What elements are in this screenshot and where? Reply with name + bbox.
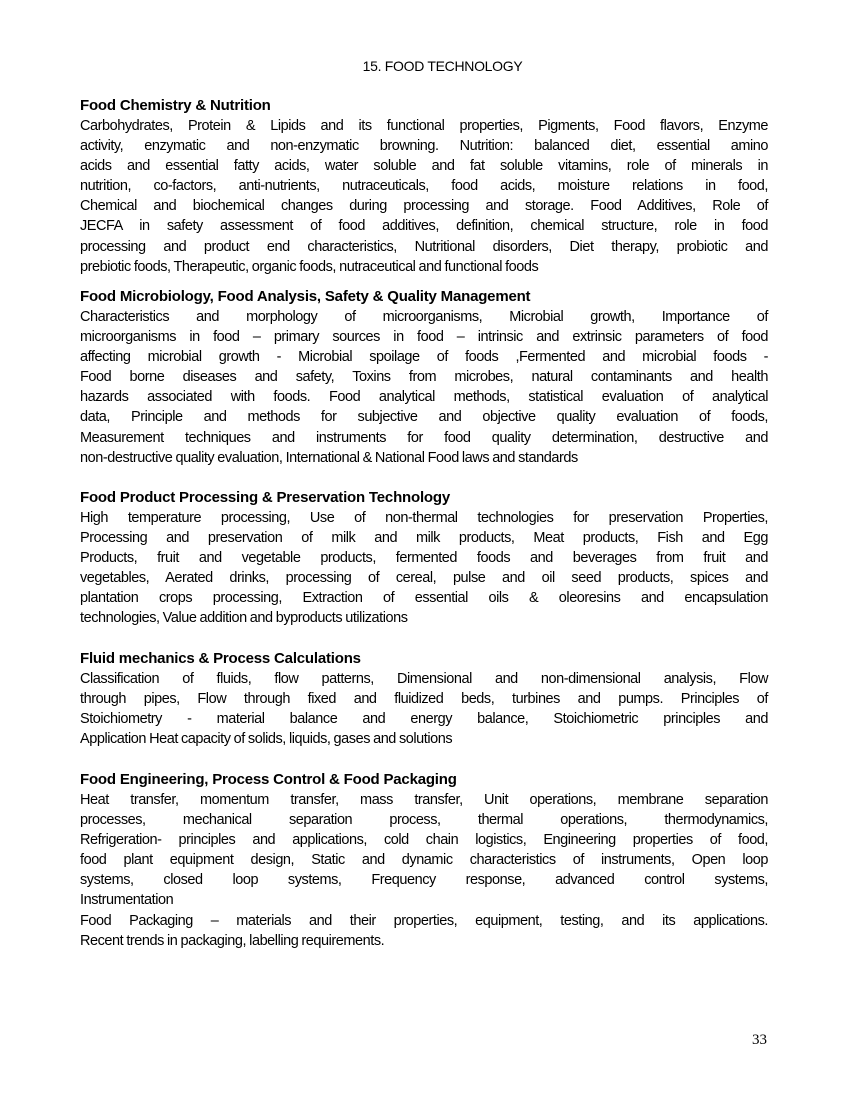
section-text-line: Chemical and biochemical changes during processing and storage. Food Additives, Role of (80, 198, 768, 215)
section-text-line: Food borne diseases and safety, Toxins from microbes, natural contaminants and health (80, 369, 768, 386)
syllabus-section (80, 488, 768, 629)
section-text-line: Recent trends in packaging, labelling requirements. (80, 932, 385, 949)
page-number: 33 (752, 1032, 767, 1048)
section-text-line: processes, mechanical separation process, thermal operations, thermodynamics, (80, 812, 768, 829)
section-text-line: processing and product end characteristics, Nutritional disorders, Diet therapy, probiotic and (80, 238, 768, 255)
section-text-line: Characteristics and morphology of microorganisms, Microbial growth, Importance of (80, 309, 768, 325)
section-text-line: Application Heat capacity of solids, liquids, gases and solutions (80, 731, 453, 748)
syllabus-section (80, 96, 768, 277)
section-heading: Fluid mechanics & Process Calculations (80, 650, 361, 667)
syllabus-section (80, 287, 768, 468)
section-text-line: prebiotic foods, Therapeutic, organic foods, nutraceutical and functional foods (80, 258, 539, 275)
section-text-line: Products, fruit and vegetable products, fermented foods and beverages from fruit and (80, 550, 768, 567)
section-text-line: food plant equipment design, Static and dynamic characteristics of instruments, Open loop (80, 852, 768, 869)
section-heading: Food Microbiology, Food Analysis, Safety & Quality Management (80, 288, 531, 305)
section-text-line: High temperature processing, Use of non-thermal technologies for preservation Properties, (80, 510, 768, 526)
section-text-line: hazards associated with foods. Food analytical methods, statistical evaluation of analytical (80, 389, 768, 406)
section-text-line: non-destructive quality evaluation, International & National Food laws and standards (80, 449, 578, 466)
section-text-line: technologies, Value addition and byproducts utilizations (80, 610, 408, 627)
section-heading: Food Chemistry & Nutrition (80, 97, 271, 114)
section-text-line: Refrigeration- principles and applications, cold chain logistics, Engineering properties of food, (80, 832, 768, 849)
section-text-line: nutrition, co-factors, anti-nutrients, nutraceuticals, food acids, moisture relations in food, (80, 178, 768, 195)
section-text-line: data, Principle and methods for subjective and objective quality evaluation of foods, (80, 409, 768, 426)
section-text-line: microorganisms in food – primary sources in food – intrinsic and extrinsic parameters of food (80, 329, 768, 346)
section-text-line: Classification of fluids, flow patterns, Dimensional and non-dimensional analysis, Flow (80, 671, 768, 687)
section-text-line: Processing and preservation of milk and milk products, Meat products, Fish and Egg (80, 530, 768, 547)
section-text-line: activity, enzymatic and non-enzymatic browning. Nutrition: balanced diet, essential amino (80, 138, 768, 155)
section-text-line: systems, closed loop systems, Frequency response, advanced control systems, (80, 872, 768, 889)
section-text-line: affecting microbial growth - Microbial spoilage of foods ,Fermented and microbial foods - (80, 349, 768, 366)
section-text-line: JECFA in safety assessment of food additives, definition, chemical structure, role in food (80, 218, 768, 235)
section-text-line: Heat transfer, momentum transfer, mass transfer, Unit operations, membrane separation (80, 792, 768, 808)
section-text-line: Instrumentation (80, 892, 174, 909)
section-heading: Food Product Processing & Preservation Technology (80, 489, 450, 506)
section-text-line: Stoichiometry - material balance and energy balance, Stoichiometric principles and (80, 711, 768, 728)
section-text-line: Carbohydrates, Protein & Lipids and its functional properties, Pigments, Food flavors, Enzyme (80, 118, 768, 134)
section-text-line: plantation crops processing, Extraction of essential oils & oleoresins and encapsulation (80, 590, 768, 607)
syllabus-section (80, 770, 768, 951)
page-title: 15. FOOD TECHNOLOGY (362, 58, 523, 74)
section-text-line: Measurement techniques and instruments for food quality determination, destructive and (80, 429, 768, 446)
section-text-line: acids and essential fatty acids, water soluble and fat soluble vitamins, role of minerals in (80, 158, 768, 175)
syllabus-section (80, 649, 768, 749)
section-text-line: vegetables, Aerated drinks, processing of cereal, pulse and oil seed products, spices and (80, 570, 768, 587)
section-text-line: Food Packaging – materials and their properties, equipment, testing, and its applications. (80, 912, 768, 929)
section-heading: Food Engineering, Process Control & Food Packaging (80, 771, 457, 788)
section-text-line: through pipes, Flow through fixed and fluidized beds, turbines and pumps. Principles of (80, 691, 768, 708)
